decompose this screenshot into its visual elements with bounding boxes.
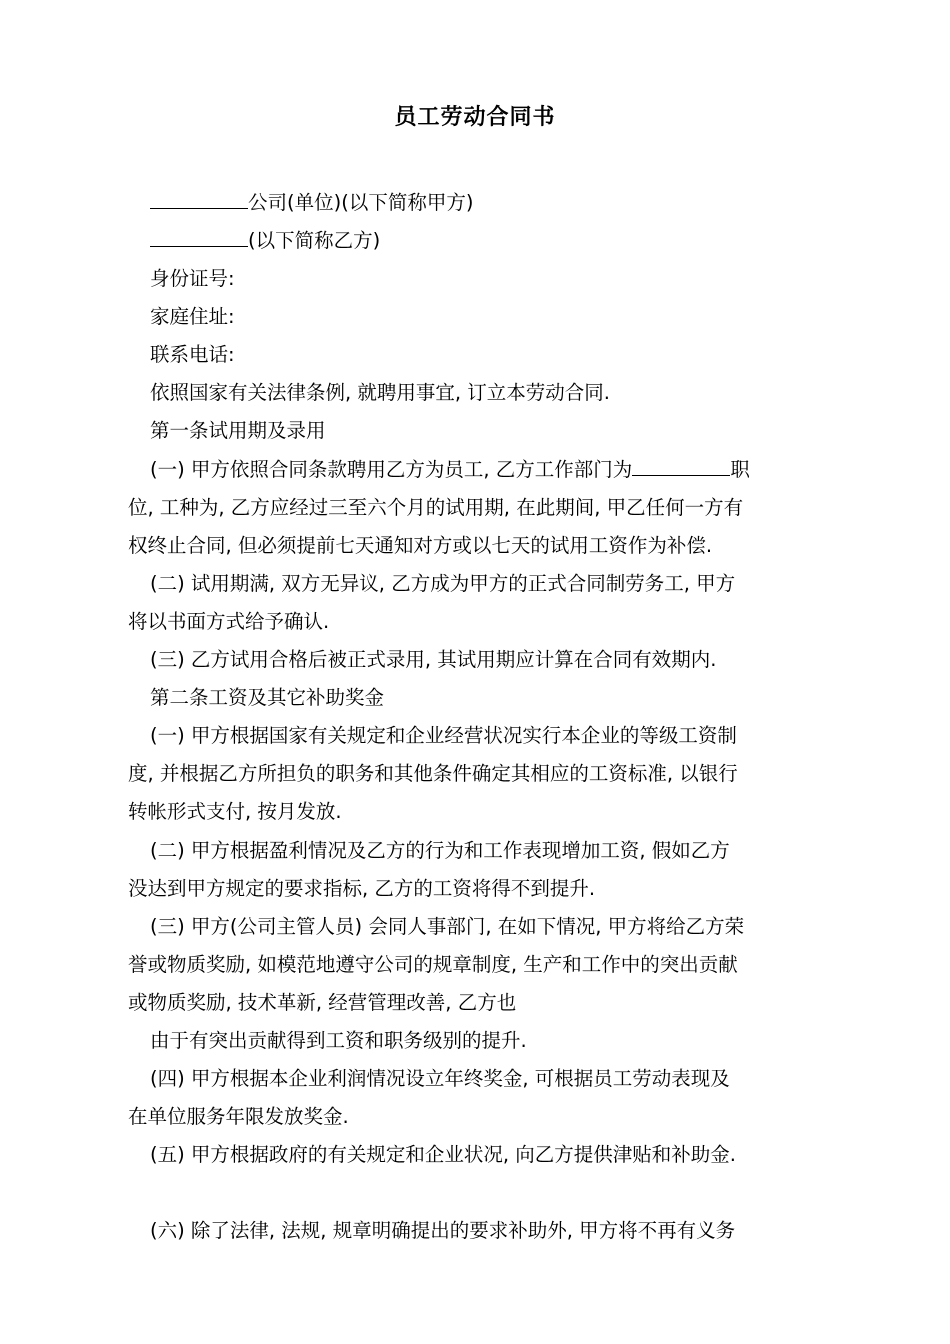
article-2-clause-1-line-3: 转帐形式支付, 按月发放. [128, 800, 342, 823]
party-b-line [150, 226, 850, 256]
article-2-clause-5-line-1: (五) 甲方根据政府的有关规定和企业状况, 向乙方提供津贴和补助金. [150, 1143, 737, 1166]
article-2-clause-3-line-1: (三) 甲方(公司主管人员) 会同人事部门, 在如下情况, 甲方将给乙方荣 [150, 915, 745, 938]
phone-label: 联系电话: [150, 343, 235, 366]
article-2-clause-3-line-2: 誉或物质奖励, 如模范地遵守公司的规章制度, 生产和工作中的突出贡献 [128, 953, 738, 976]
article-1-clause-1-line-2: 位, 工种为, 乙方应经过三至六个月的试用期, 在此期间, 甲乙任何一方有 [128, 496, 744, 519]
party-a-label: 公司(单位)(以下简称甲方) [248, 191, 474, 214]
article-2-clause-3-line-4: 由于有突出贡献得到工资和职务级别的提升. [150, 1029, 527, 1052]
department-blank [632, 455, 730, 476]
party-a-line [150, 188, 850, 218]
home-address-label: 家庭住址: [150, 305, 235, 328]
article-2-clause-6-line-1: (六) 除了法律, 法规, 规章明确提出的要求补助外, 甲方将不再有义务 [150, 1219, 736, 1242]
article-2-clause-1-line-2: 度, 并根据乙方所担负的职务和其他条件确定其相应的工资标准, 以银行 [128, 762, 738, 785]
article-2-clause-1-line-1: (一) 甲方根据国家有关规定和企业经营状况实行本企业的等级工资制 [150, 724, 737, 747]
intro-paragraph: 依照国家有关法律条例, 就聘用事宜, 订立本劳动合同. [150, 381, 610, 404]
article-2-clause-3-line-3: 或物质奖励, 技术革新, 经营管理改善, 乙方也 [128, 991, 517, 1014]
clause-text: (一) 甲方依照合同条款聘用乙方为员工, 乙方工作部门为 [150, 458, 633, 481]
article-2-clause-2-line-1: (二) 甲方根据盈利情况及乙方的行为和工作表现增加工资, 假如乙方 [150, 839, 730, 862]
article-1-clause-1-line-3: 权终止合同, 但必须提前七天通知对方或以七天的试用工资作为补偿. [128, 534, 713, 557]
article-2-clause-2-line-2: 没达到甲方规定的要求指标, 乙方的工资将得不到提升. [128, 877, 596, 900]
article-1-clause-3-line-1: (三) 乙方试用合格后被正式录用, 其试用期应计算在合同有效期内. [150, 648, 717, 671]
article-1-clause-2-line-2: 将以书面方式给予确认. [128, 610, 330, 633]
document-title: 员工劳动合同书 [394, 105, 556, 130]
clause-text: 职 [730, 458, 750, 481]
party-a-blank [150, 188, 248, 209]
article-1-heading: 第一条试用期及录用 [150, 419, 326, 442]
article-1-clause-2-line-1: (二) 试用期满, 双方无异议, 乙方成为甲方的正式合同制劳务工, 甲方 [150, 572, 736, 595]
id-number-label: 身份证号: [150, 267, 235, 290]
article-2-clause-4-line-2: 在单位服务年限发放奖金. [128, 1105, 349, 1128]
article-2-heading: 第二条工资及其它补助奖金 [150, 686, 385, 709]
article-1-clause-1-line-1 [150, 455, 850, 485]
party-b-label: (以下简称乙方) [248, 229, 381, 252]
article-2-clause-4-line-1: (四) 甲方根据本企业利润情况设立年终奖金, 可根据员工劳动表现及 [150, 1067, 730, 1090]
party-b-blank [150, 226, 248, 247]
